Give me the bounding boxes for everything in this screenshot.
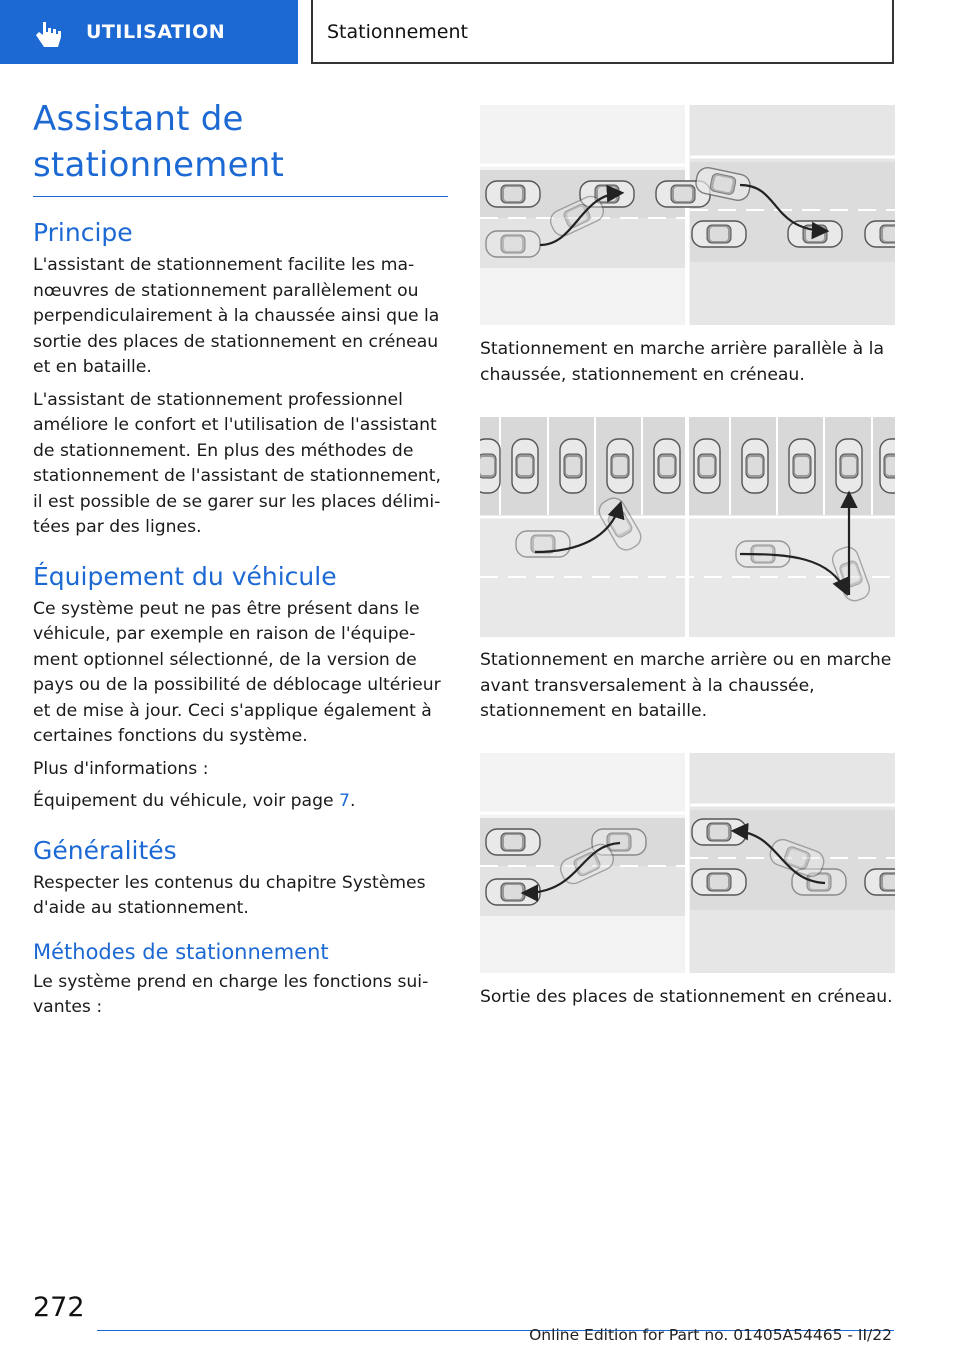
heading-generalites: Généralités [33, 835, 177, 865]
paragraph: Le système prend en charge les fonctions suivantes : [33, 971, 429, 1017]
page-title: Assistant de stationnement [33, 96, 448, 197]
chapter-label: UTILISATION [86, 21, 226, 43]
page-number: 272 [33, 1292, 85, 1323]
reference-text: Équipement du véhicule, voir page [33, 791, 340, 811]
paragraph: Ce système peut ne pas être présent dans le véhicule, par exemple en raison de l'équipement optionnel sélectionné, de la version de pays ou de la possibilité de déblocage ultérieur et de mise à jour. Ceci s'applique également à certaines fonctions du système. [33, 598, 441, 746]
paragraph: Plus d'informations : [33, 758, 209, 779]
parking-exit-illustration [480, 753, 895, 973]
page-link[interactable]: 7 [339, 791, 350, 811]
heading-principe: Principe [33, 218, 133, 247]
perpendicular-parking-illustration [480, 417, 895, 637]
reference-suffix: . [349, 791, 356, 811]
heading-equipement: Équipement du véhicule [33, 561, 337, 591]
paragraph: Respecter les contenus du chapitre Systèmes d'aide au stationnement. [33, 872, 426, 918]
pointing-hand-icon [32, 20, 66, 50]
edition-text: Online Edition for Part no. 01405A54465 - II/22 [529, 1326, 892, 1344]
section-title: Stationnement [327, 21, 468, 43]
parallel-parking-illustration [480, 105, 895, 325]
paragraph-page-reference [33, 789, 448, 815]
section-header [311, 0, 894, 64]
heading-methodes: Méthodes de stationnement [33, 939, 329, 964]
chapter-tab[interactable] [0, 0, 298, 64]
figure-caption: Sortie des places de stationnement en créneau. [480, 987, 893, 1007]
figure-caption: Stationnement en marche arrière ou en marche avant transversalement à la chaussée, stationnement en bataille. [480, 650, 892, 721]
paragraph: L'assistant de stationnement professionnel améliore le confort et l'utilisation de l'assistant de stationnement. En plus des méthodes de stationnement de l'assistant de stationnement, il est possible de se garer sur les places délimitées par des lignes. [33, 389, 441, 537]
main-text-column [33, 96, 448, 1028]
figure-caption: Stationnement en marche arrière parallèle à la chaussée, stationnement en créneau. [480, 339, 884, 385]
paragraph: L'assistant de stationnement facilite les manœuvres de stationnement parallèlement ou perpendiculairement à la chaussée ainsi que la sortie des places de stationnement en créneau et en bataille. [33, 255, 440, 377]
